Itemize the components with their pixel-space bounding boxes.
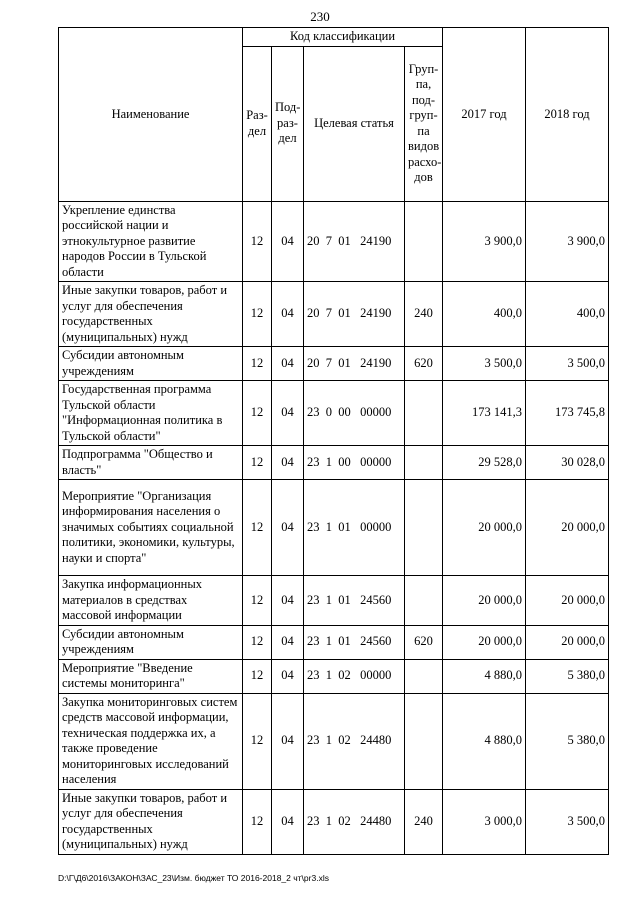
- row-amount-2017: 29 528,0: [443, 446, 526, 480]
- header-year-2018: 2018 год: [526, 28, 609, 202]
- row-section: 12: [243, 576, 272, 626]
- row-amount-2018: 30 028,0: [526, 446, 609, 480]
- row-expense-group: [405, 381, 443, 446]
- budget-table: [58, 27, 609, 855]
- row-target-article: 23 1 01 24560: [304, 625, 405, 659]
- header-year-2017: 2017 год: [443, 28, 526, 202]
- row-amount-2017: 173 141,3: [443, 381, 526, 446]
- table-row: [59, 659, 609, 693]
- row-amount-2018: 3 500,0: [526, 347, 609, 381]
- table-row: [59, 480, 609, 576]
- row-subsection: 04: [272, 381, 304, 446]
- row-name: Мероприятие "Организация информирования населения о значимых событиях социальной политики, экономики, культуры, науки и спорта": [59, 480, 243, 576]
- row-subsection: 04: [272, 201, 304, 282]
- row-amount-2017: 4 880,0: [443, 659, 526, 693]
- row-section: 12: [243, 381, 272, 446]
- row-section: 12: [243, 625, 272, 659]
- row-amount-2017: 400,0: [443, 282, 526, 347]
- row-amount-2018: 20 000,0: [526, 576, 609, 626]
- row-subsection: 04: [272, 576, 304, 626]
- row-name: Укрепление единства российской нации и этнокультурное развитие народов России в Тульской области: [59, 201, 243, 282]
- row-target-article: 23 1 01 00000: [304, 480, 405, 576]
- row-amount-2017: 20 000,0: [443, 480, 526, 576]
- row-amount-2018: 20 000,0: [526, 480, 609, 576]
- row-name: Закупка мониторинговых систем средств массовой информации, техническая поддержка их, а также проведение мониторинговых исследований населения: [59, 693, 243, 789]
- row-expense-group: [405, 659, 443, 693]
- row-name: Субсидии автономным учреждениям: [59, 347, 243, 381]
- row-name: Субсидии автономным учреждениям: [59, 625, 243, 659]
- row-target-article: 23 1 02 24480: [304, 789, 405, 854]
- table-row: [59, 282, 609, 347]
- row-expense-group: [405, 693, 443, 789]
- row-expense-group: 240: [405, 282, 443, 347]
- table-row: [59, 789, 609, 854]
- header-target-article: Целевая статья: [304, 46, 405, 201]
- table-row: [59, 381, 609, 446]
- row-subsection: 04: [272, 659, 304, 693]
- table-row: [59, 201, 609, 282]
- row-target-article: 23 0 00 00000: [304, 381, 405, 446]
- table-row: [59, 446, 609, 480]
- row-target-article: 23 1 00 00000: [304, 446, 405, 480]
- file-path-footer: D:\Г\Д6\2016\ЗАКОН\ЗАС_23\Изм. бюджет ТО 2016-2018_2 чт\pr3.xls: [58, 873, 329, 883]
- row-subsection: 04: [272, 282, 304, 347]
- row-section: 12: [243, 789, 272, 854]
- table-row: [59, 347, 609, 381]
- row-section: 12: [243, 201, 272, 282]
- row-section: 12: [243, 693, 272, 789]
- header-name: Наименование: [59, 28, 243, 202]
- row-section: 12: [243, 480, 272, 576]
- row-expense-group: [405, 480, 443, 576]
- row-expense-group: [405, 201, 443, 282]
- header-classification-code: Код классификации: [243, 28, 443, 47]
- row-name: Подпрограмма "Общество и власть": [59, 446, 243, 480]
- header-expense-group: Груп- па, под- груп- па видов расхо- дов: [405, 46, 443, 201]
- row-amount-2018: 20 000,0: [526, 625, 609, 659]
- table-row: [59, 576, 609, 626]
- row-expense-group: [405, 576, 443, 626]
- row-name: Мероприятие "Введение системы мониторинга": [59, 659, 243, 693]
- header-row-top: [59, 28, 609, 47]
- row-expense-group: 620: [405, 625, 443, 659]
- row-expense-group: [405, 446, 443, 480]
- row-amount-2018: 5 380,0: [526, 693, 609, 789]
- row-target-article: 20 7 01 24190: [304, 282, 405, 347]
- row-subsection: 04: [272, 347, 304, 381]
- page-number: 230: [310, 9, 330, 24]
- row-amount-2018: 3 500,0: [526, 789, 609, 854]
- row-amount-2017: 20 000,0: [443, 576, 526, 626]
- row-section: 12: [243, 282, 272, 347]
- row-name: Закупка информационных материалов в средствах массовой информации: [59, 576, 243, 626]
- row-subsection: 04: [272, 446, 304, 480]
- row-amount-2017: 3 900,0: [443, 201, 526, 282]
- row-target-article: 23 1 02 24480: [304, 693, 405, 789]
- header-section: Раз- дел: [243, 46, 272, 201]
- row-section: 12: [243, 347, 272, 381]
- row-target-article: 20 7 01 24190: [304, 347, 405, 381]
- row-subsection: 04: [272, 693, 304, 789]
- row-amount-2017: 3 500,0: [443, 347, 526, 381]
- row-amount-2018: 400,0: [526, 282, 609, 347]
- row-amount-2017: 3 000,0: [443, 789, 526, 854]
- row-target-article: 20 7 01 24190: [304, 201, 405, 282]
- table-row: [59, 693, 609, 789]
- row-name: Иные закупки товаров, работ и услуг для обеспечения государственных (муниципальных) нужд: [59, 282, 243, 347]
- row-expense-group: 620: [405, 347, 443, 381]
- row-section: 12: [243, 659, 272, 693]
- row-target-article: 23 1 01 24560: [304, 576, 405, 626]
- row-target-article: 23 1 02 00000: [304, 659, 405, 693]
- row-amount-2018: 5 380,0: [526, 659, 609, 693]
- row-amount-2017: 4 880,0: [443, 693, 526, 789]
- row-subsection: 04: [272, 480, 304, 576]
- row-amount-2018: 173 745,8: [526, 381, 609, 446]
- table-body: [59, 201, 609, 854]
- row-subsection: 04: [272, 625, 304, 659]
- row-name: Иные закупки товаров, работ и услуг для обеспечения государственных (муниципальных) нужд: [59, 789, 243, 854]
- row-amount-2018: 3 900,0: [526, 201, 609, 282]
- table-row: [59, 625, 609, 659]
- row-section: 12: [243, 446, 272, 480]
- header-subsection: Под- раз- дел: [272, 46, 304, 201]
- row-expense-group: 240: [405, 789, 443, 854]
- row-amount-2017: 20 000,0: [443, 625, 526, 659]
- row-name: Государственная программа Тульской области "Информационная политика в Тульской области": [59, 381, 243, 446]
- row-subsection: 04: [272, 789, 304, 854]
